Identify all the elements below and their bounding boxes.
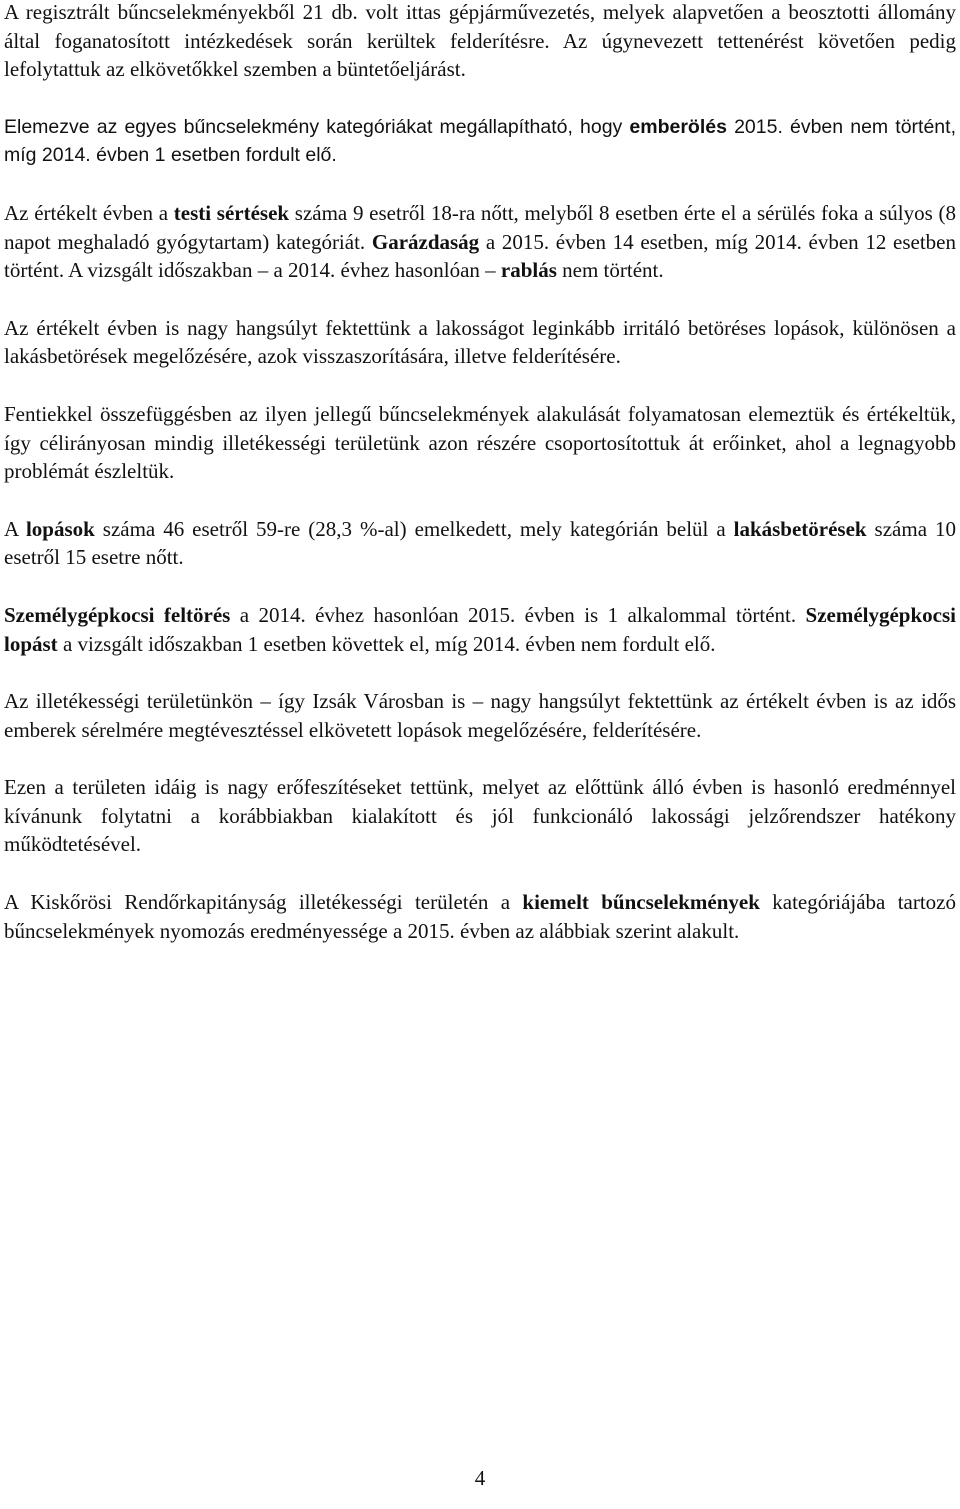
bold-term: rablás bbox=[500, 258, 557, 283]
bold-term: Garázdaság bbox=[371, 229, 480, 254]
paragraph bbox=[4, 314, 956, 371]
paragraph bbox=[4, 400, 956, 486]
text-run: a 2015. évben 14 esetben, míg 2014. évben 12 esetben történt. A vizsgált időszakban – a 2014. évhez hasonlóan – bbox=[4, 229, 956, 283]
bold-term: testi sértések bbox=[173, 200, 290, 225]
text-run: száma 46 esetről 59-re (28,3 %-al) emelkedett, mely kategórián belül a bbox=[94, 516, 734, 541]
paragraph bbox=[4, 0, 956, 84]
text-run: a vizsgált időszakban 1 esetben követtek el, míg 2014. évben nem fordult elő. bbox=[57, 631, 716, 656]
bold-term: Személygépkocsi feltörés bbox=[4, 602, 231, 627]
text-run: Ezen a területen idáig is nagy erőfeszítéseket tettünk, melyet az előttünk álló évben is hasonló eredménnyel kívánunk folytatni a korábbiakban kialakított és jól funkcionáló lakossági jelzőrendszer hatékony működtetésével. bbox=[4, 775, 956, 857]
paragraph bbox=[4, 687, 956, 744]
text-run: Az illetékességi területünkön – így Izsák Városban is – nagy hangsúlyt fektettünk az értékelt évben is az idős emberek sérelmére megtévesztéssel elkövetett lopások megelőzésére, felderítésére. bbox=[4, 689, 956, 742]
paragraph bbox=[4, 601, 956, 658]
bold-term: emberölés bbox=[629, 115, 727, 138]
text-run: nem történt. bbox=[556, 258, 664, 283]
text-run: Elemezve az egyes bűncselekmény kategóriákat megállapítható, hogy bbox=[4, 115, 630, 138]
text-run: a 2014. évhez hasonlóan 2015. évben is 1 alkalommal történt. bbox=[230, 602, 806, 627]
text-run: kategóriájába tartozó bűncselekmények nyomozás eredményessége a 2015. évben az alábbiak szerint alakult. bbox=[4, 890, 957, 943]
paragraph bbox=[4, 888, 956, 945]
text-run: száma 10 esetről 15 esetre nőtt. bbox=[4, 516, 956, 570]
paragraph bbox=[4, 773, 956, 859]
paragraph bbox=[4, 113, 956, 170]
document-body bbox=[4, 0, 956, 945]
text-run: Az értékelt évben is nagy hangsúlyt fektettünk a lakosságot leginkább irritáló betöréses lopások, különösen a lakásbetörések megelőzésére, azok visszaszorítására, illetve felderítésére. bbox=[4, 315, 956, 369]
text-run: Az értékelt évben a bbox=[4, 200, 174, 225]
bold-term: lopások bbox=[25, 516, 95, 541]
text-run: A regisztrált bűncselekményekből 21 db. volt ittas gépjárművezetés, melyek alapvetően a beosztotti állomány által foganatosított intézkedések során kerültek felderítésre. Az úgynevezett tettenérést követően pedig lefolytattuk az elkövetőkkel szemben a büntetőeljárást. bbox=[4, 0, 956, 82]
bold-term: Személygépkocsi lopást bbox=[4, 602, 956, 656]
page-number: 4 bbox=[474, 1466, 486, 1490]
text-run: A Kiskőrösi Rendőrkapitányság illetékességi területén a bbox=[4, 890, 523, 915]
paragraph bbox=[4, 515, 956, 572]
bold-term: kiemelt bűncselekmények bbox=[522, 890, 760, 915]
text-run: A bbox=[4, 516, 26, 541]
text-run: száma 9 esetről 18-ra nőtt, melyből 8 esetben érte el a sérülés foka a súlyos (8 napot meghaladó gyógytartam) kategóriát. bbox=[4, 200, 956, 254]
text-run: 2015. évben nem történt, míg 2014. évben 1 esetben fordult elő. bbox=[4, 115, 956, 167]
paragraph bbox=[4, 199, 956, 285]
document-page bbox=[4, 0, 956, 974]
bold-term: lakásbetörések bbox=[733, 516, 867, 541]
text-run: Fentiekkel összefüggésben az ilyen jellegű bűncselekmények alakulását folyamatosan elemeztük és értékeltük, így célirányosan mindig illetékességi területünk azon részére csoportosítottuk át erőinket, ahol a legnagyobb problémát észleltük. bbox=[4, 401, 956, 484]
